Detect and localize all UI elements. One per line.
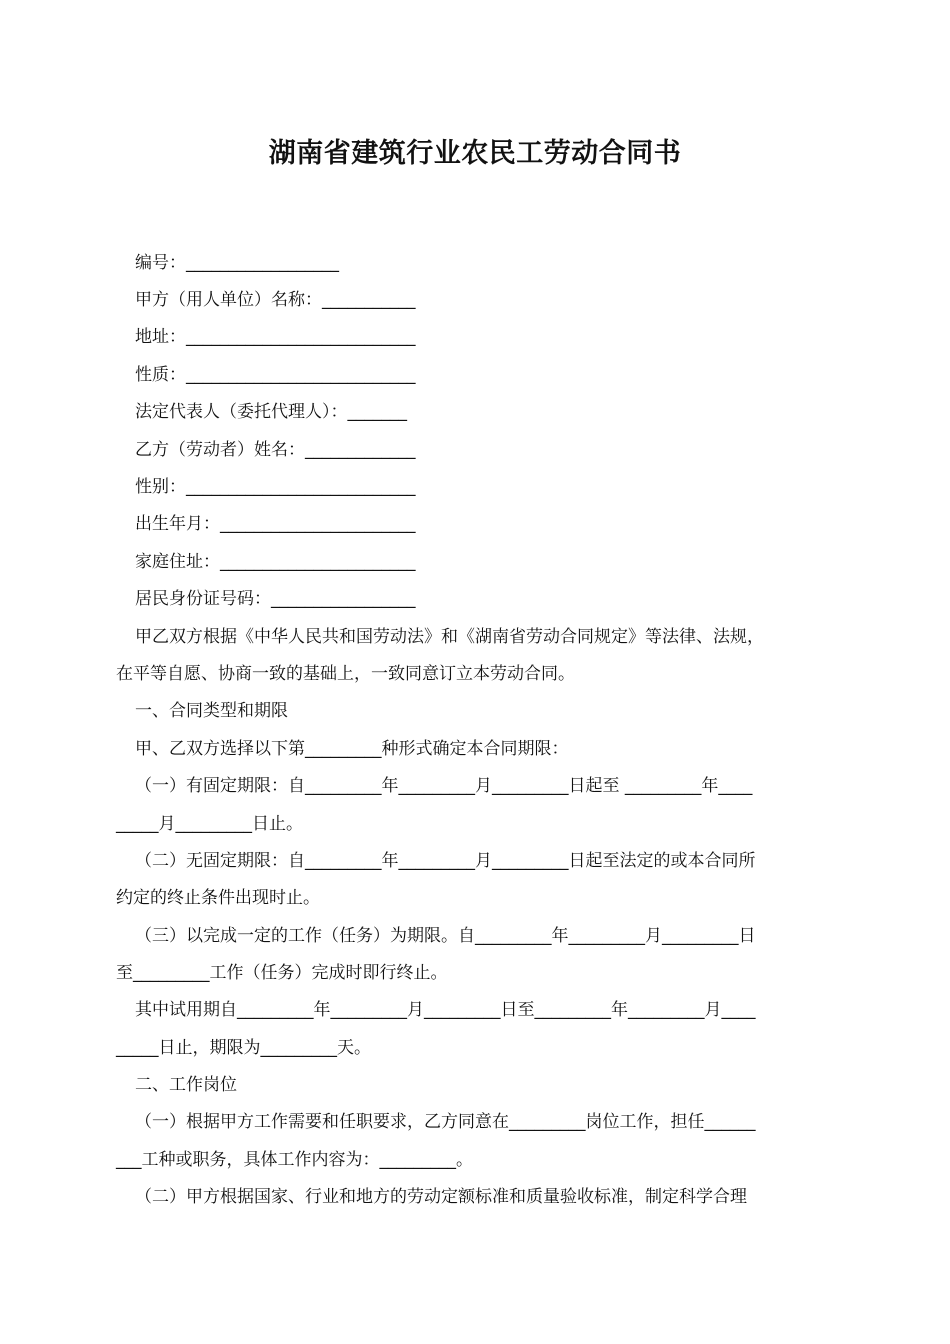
section-heading-job-position: 二、工作岗位	[135, 1075, 237, 1095]
field-number: 编号：__________________	[135, 253, 339, 273]
clause-open-term-line-1: （二）无固定期限：自_________年_________月_________日起至法定的或本合同所	[135, 851, 756, 871]
clause-quota-line-1: （二）甲方根据国家、行业和地方的劳动定额标准和质量验收标准，制定科学合理	[135, 1187, 747, 1207]
field-nature: 性质：___________________________	[135, 365, 416, 385]
document-title: 湖南省建筑行业农民工劳动合同书	[268, 138, 682, 169]
field-home-address: 家庭住址：_______________________	[135, 552, 416, 572]
clause-open-term-line-2: 约定的终止条件出现时止。	[116, 888, 320, 908]
field-party-a-name: 甲方（用人单位）名称：___________	[135, 290, 416, 310]
field-party-b-name: 乙方（劳动者）姓名：_____________	[135, 440, 416, 460]
field-gender: 性别：___________________________	[135, 477, 416, 497]
clause-job-line-2: ___工种或职务，具体工作内容为：_________。	[116, 1150, 473, 1170]
field-id-number: 居民身份证号码：_________________	[135, 589, 416, 609]
field-legal-representative: 法定代表人（委托代理人）：_______	[135, 402, 407, 422]
clause-job-line-1: （一）根据甲方工作需要和任职要求，乙方同意在_________岗位工作，担任______	[135, 1112, 756, 1132]
clause-probation-line-2: _____日止，期限为_________天。	[116, 1038, 371, 1058]
clause-fixed-term-line-2: _____月_________日止。	[116, 814, 303, 834]
field-birth-date: 出生年月：_______________________	[135, 514, 416, 534]
preamble-line-1: 甲乙双方根据《中华人民共和国劳动法》和《湖南省劳动合同规定》等法律、法规，	[135, 627, 764, 647]
clause-fixed-term-line-1: （一）有固定期限：自_________年_________月_________日起至 _________年____	[135, 776, 753, 796]
clause-task-term-line-1: （三）以完成一定的工作（任务）为期限。自_________年_________月_________日	[135, 926, 756, 946]
clause-probation-line-1: 其中试用期自_________年_________月_________日至_________年_________月____	[135, 1000, 756, 1020]
field-address: 地址：___________________________	[135, 327, 416, 347]
clause-form-selection: 甲、乙双方选择以下第_________种形式确定本合同期限：	[135, 739, 569, 759]
clause-task-term-line-2: 至_________工作（任务）完成时即行终止。	[116, 963, 448, 983]
preamble-line-2: 在平等自愿、协商一致的基础上，一致同意订立本劳动合同。	[116, 664, 575, 684]
section-heading-contract-type: 一、合同类型和期限	[135, 701, 288, 721]
